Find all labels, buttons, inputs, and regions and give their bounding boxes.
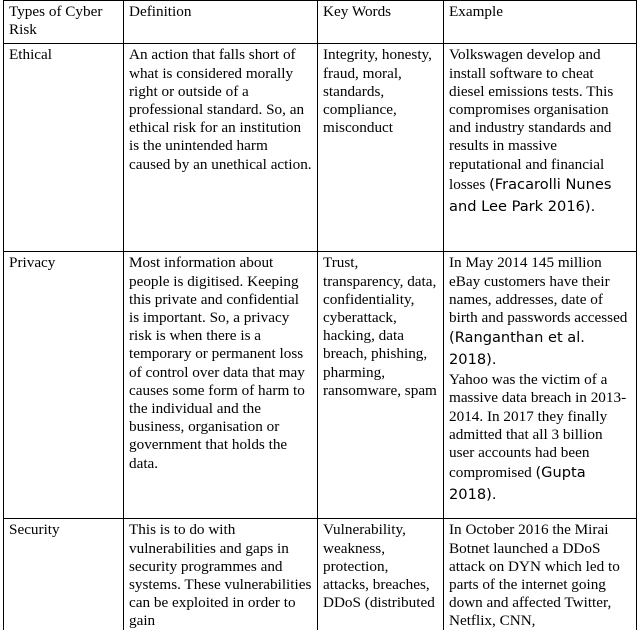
cyber-risk-table [3,0,637,630]
table-row [4,519,637,630]
row-definition: Most information about people is digitised. Keeping this private and confidential is important. So, a privacy risk is when there is a temporary or permanent loss of control over data that may causes some form of harm to the individual and the business, organisation or government that holds the data. [124,252,318,519]
row-keywords: Trust, transparency, data, confidentiality, cyberattack, hacking, data breach, phishing, pharming, ransomware, spam [318,252,444,519]
header-type: Types of Cyber Risk [4,1,124,44]
example-text: In May 2014 145 million eBay customers have their names, addresses, date of birth and passwords accessed [449,254,628,327]
example-text: Volkswagen develop and install software to cheat diesel emissions tests. This compromises organisation and industry standards and results in massive reputational and financial losses [449,46,614,193]
row-example [444,252,637,519]
row-keywords: Vulnerability, weakness, protection, attacks, breaches, DDoS (distributed [318,519,444,630]
row-definition: An action that falls short of what is considered morally right or outside of a professional standard. So, an ethical risk for an institution is the unintended harm caused by an unethical action. [124,44,318,252]
example-text: Yahoo was the victim of a massive data breach in 2013-2014. In 2017 they finally admitted that all 3 billion user accounts had been compromised [449,371,627,482]
example-paragraph [449,254,631,371]
example-citation: (Fracarolli Nunes and Lee Park 2016). [449,175,612,215]
header-keywords: Key Words [318,1,444,44]
table-row [4,44,637,252]
row-example: In October 2016 the Mirai Botnet launched a DDoS attack on DYN which led to parts of the internet going down and affected Twitter, Netflix, CNN, [444,519,637,630]
table-row [4,252,637,519]
row-type: Security [4,519,124,630]
example-paragraph [449,371,631,506]
row-keywords: Integrity, honesty, fraud, moral, standards, compliance, misconduct [318,44,444,252]
example-citation: (Ranganthan et al. 2018). [449,329,585,369]
row-definition: This is to do with vulnerabilities and gaps in security programmes and systems. These vulnerabilities can be exploited in order to gain [124,519,318,630]
header-row [4,1,637,44]
row-type: Ethical [4,44,124,252]
header-example: Example [444,1,637,44]
row-type: Privacy [4,252,124,519]
example-citation: (Gupta 2018). [449,464,586,504]
row-example [444,44,637,252]
header-definition: Definition [124,1,318,44]
